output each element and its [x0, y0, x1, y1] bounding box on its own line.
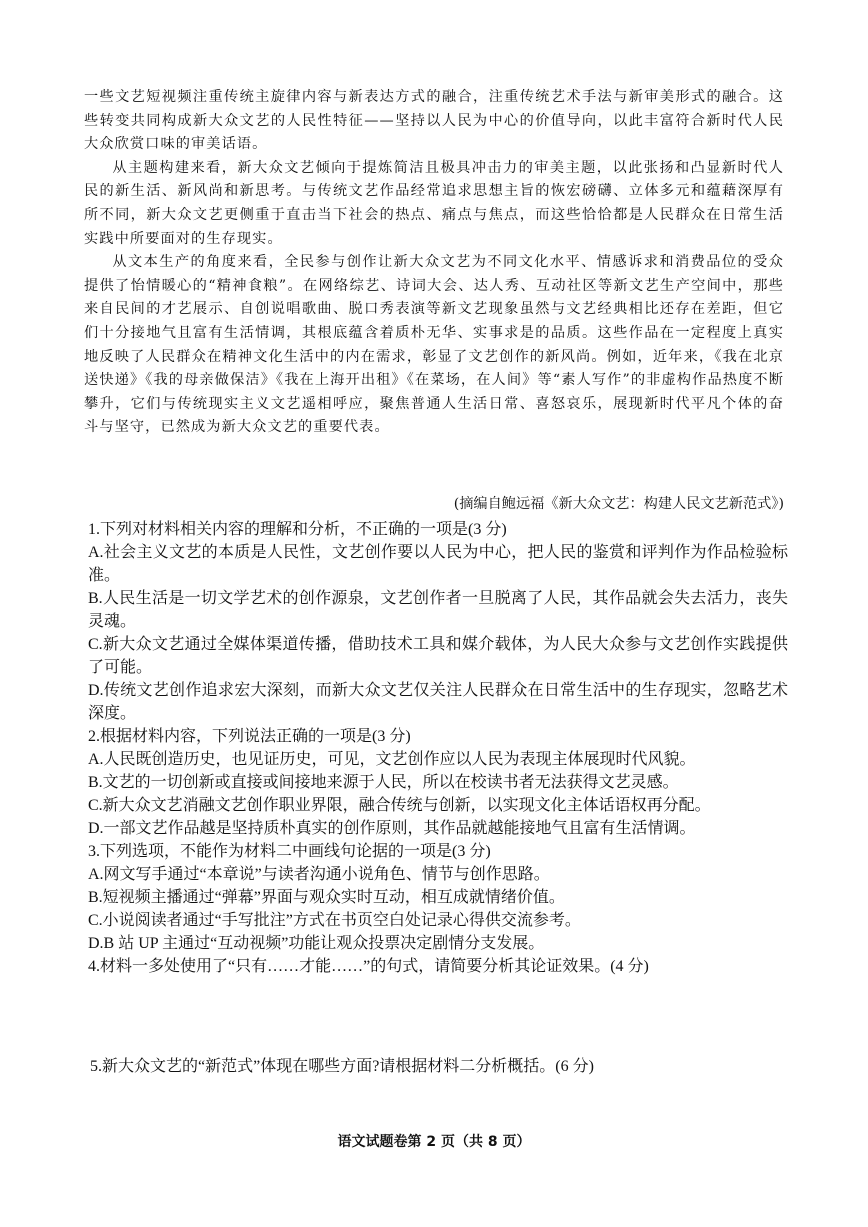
- question-list: [88, 518, 788, 978]
- question-stem: 1.下列对材料相关内容的理解和分析，不正确的一项是(3 分): [88, 521, 507, 538]
- passage-paragraph: 从主题构建来看，新大众文艺倾向于提炼简洁且极具冲击力的审美主题，以此张扬和凸显新时代人民的新生活、新风尚和新思考。与传统文艺作品经常追求思想主旨的恢宏磅礴、立体多元和蕴藉深厚有所不同，新大众文艺更侧重于直击当下社会的热点、痛点与焦点，而这些恰恰都是人民群众在日常生活实践中所要面对的生存现实。: [84, 159, 784, 247]
- option-a: A.社会主义文艺的本质是人民性，文艺创作要以人民为中心，把人民的鉴赏和评判作为作品检验标准。: [88, 544, 788, 584]
- question-stem: 3.下列选项，不能作为材料二中画线句论据的一项是(3 分): [88, 843, 491, 860]
- option-c: C.新大众文艺通过全媒体渠道传播，借助技术工具和媒介载体，为人民大众参与文艺创作实践提供了可能。: [88, 636, 788, 676]
- passage-source: (摘编自鲍远福《新大众文艺：构建人民文艺新范式》): [453, 496, 784, 512]
- question-5: 5.新大众文艺的“新范式”体现在哪些方面?请根据材料二分析概括。(6 分): [90, 1058, 594, 1075]
- passage-paragraph: 一些文艺短视频注重传统主旋律内容与新表达方式的融合，注重传统艺术手法与新审美形式的融合。这些转变共同构成新大众文艺的人民性特征——坚持以人民为中心的价值导向，以此丰富符合新时代人民大众欣赏口味的审美话语。: [84, 89, 784, 153]
- option-b: B.人民生活是一切文学艺术的创作源泉，文艺创作者一旦脱离了人民，其作品就会失去活力，丧失灵魂。: [88, 590, 788, 630]
- reading-passage: [84, 86, 784, 440]
- option-d: D.B 站 UP 主通过“互动视频”功能让观众投票决定剧情分支发展。: [88, 935, 545, 952]
- option-b: B.短视频主播通过“弹幕”界面与观众实时互动，相互成就情绪价值。: [88, 889, 565, 906]
- question-stem: 4.材料一多处使用了“只有……才能……”的句式，请简要分析其论证效果。(4 分): [88, 958, 649, 975]
- option-c: C.小说阅读者通过“手写批注”方式在书页空白处记录心得供交流参考。: [88, 912, 581, 929]
- passage-paragraph: 从文本生产的角度来看，全民参与创作让新大众文艺为不同文化水平、情感诉求和消费品位的受众提供了怡情暖心的“精神食粮”。在网络综艺、诗词大会、达人秀、互动社区等新文艺生产空间中，那些来自民间的才艺展示、自创说唱歌曲、脱口秀表演等新文艺现象虽然与文艺经典相比还存在差距，但它们十分接地气且富有生活情调，其根底蕴含着质朴无华、实事求是的品质。这些作品在一定程度上真实地反映了人民群众在精神文化生活中的内在需求，彰显了文艺创作的新风尚。例如，近年来，《我在北京送快递》《我的母亲做保洁》《我在上海开出租》《在菜场，在人间》等“素人写作”的非虚构作品热度不断攀升，它们与传统现实主义文艺遥相呼应，聚焦普通人生活日常、喜怒哀乐，展现新时代平凡个体的奋斗与坚守，已然成为新大众文艺的重要代表。: [84, 254, 784, 436]
- option-b: B.文艺的一切创新或直接或间接地来源于人民，所以在校读书者无法获得文艺灵感。: [88, 774, 679, 791]
- question-3: [88, 840, 788, 955]
- question-2: [88, 725, 788, 840]
- option-a: A.网文写手通过“本章说”与读者沟通小说角色、情节与创作思路。: [88, 866, 550, 883]
- page-footer: 语文试题卷第 2 页（共 8 页）: [337, 1134, 531, 1150]
- option-d: D.一部文艺作品越是坚持质朴真实的创作原则，其作品就越能接地气且富有生活情调。: [88, 820, 696, 837]
- option-a: A.人民既创造历史，也见证历史，可见，文艺创作应以人民为表现主体展现时代风貌。: [88, 751, 696, 768]
- option-c: C.新大众文艺消融文艺创作职业界限，融合传统与创新，以实现文化主体话语权再分配。: [88, 797, 711, 814]
- question-1: [88, 518, 788, 725]
- question-stem: 2.根据材料内容，下列说法正确的一项是(3 分): [88, 728, 411, 745]
- option-d: D.传统文艺创作追求宏大深刻，而新大众文艺仅关注人民群众在日常生活中的生存现实，忽略艺术深度。: [88, 682, 788, 722]
- question-4: [88, 955, 788, 978]
